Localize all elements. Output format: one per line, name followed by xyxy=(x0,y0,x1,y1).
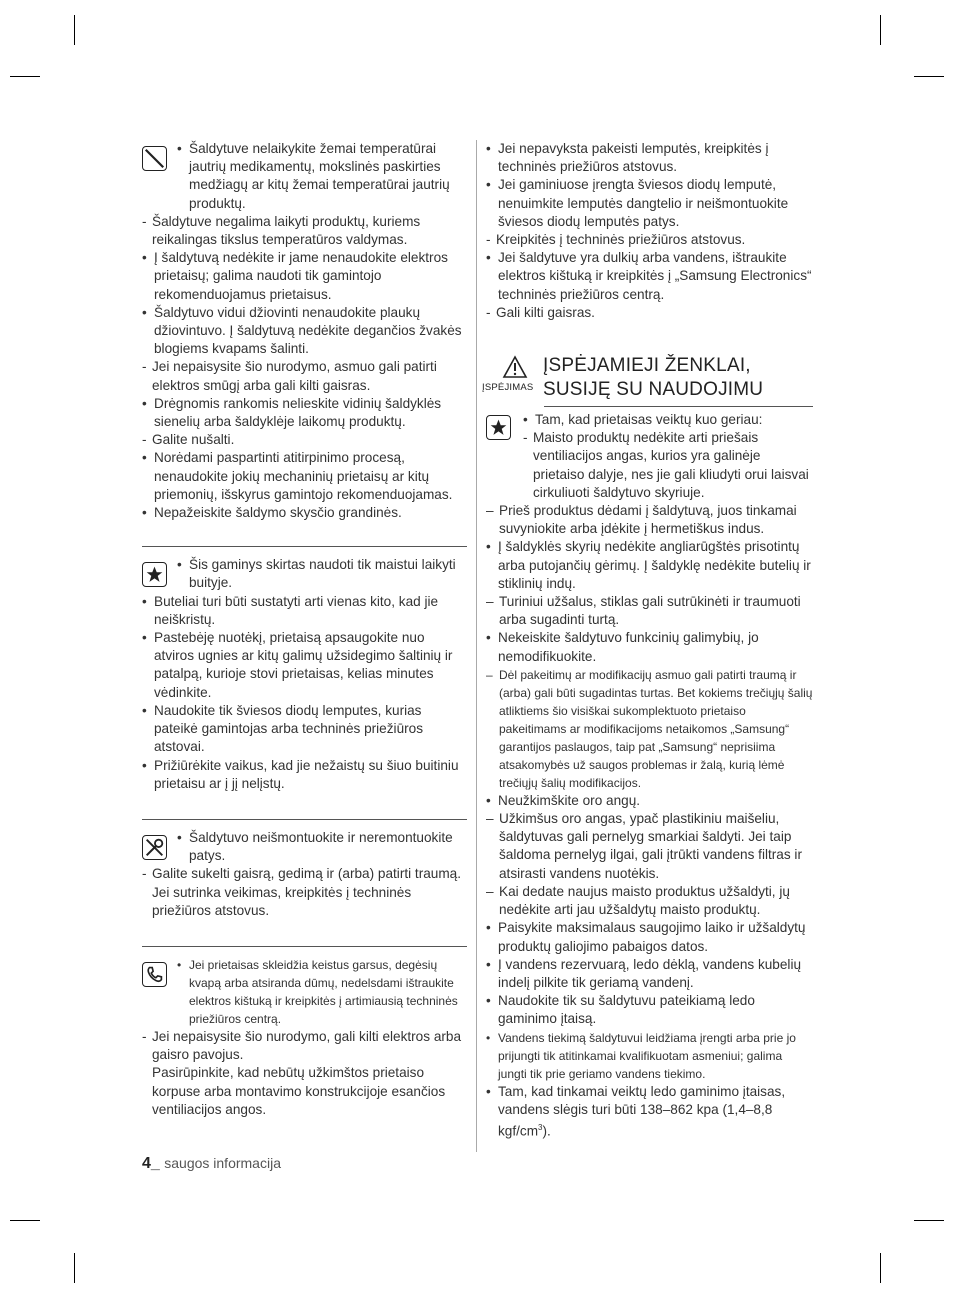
star-icon xyxy=(142,562,167,587)
column-divider xyxy=(476,140,477,1152)
section-title-line2: SUSIJĘ SU NAUDOJIMU xyxy=(543,379,764,401)
warning-triangle-icon xyxy=(502,355,528,379)
list-item: – Užkimšus oro angas, ypač plastikiniu maišeliu, šaldytuvas gali pernelyg smarkiai šaldyti. Jei taip šaldoma pernelyg ilgai, gali įtrūkti vandens filtras ir atsirasti vandens nuotėkis. xyxy=(486,810,813,883)
left-column xyxy=(142,140,467,1119)
crop-mark xyxy=(914,1220,944,1221)
crop-mark xyxy=(74,1253,75,1283)
phone-icon xyxy=(142,962,167,987)
superscript: 3 xyxy=(538,1122,543,1132)
list-item: • Jei prietaisas skleidžia keistus garsus, degėsių kvapą arba atsiranda dūmų, nedelsdami ištraukite elektros kištuką ir kreipkitės į artimiausią techninės priežiūros centrą. xyxy=(177,956,467,1028)
star-icon xyxy=(486,415,511,440)
list-item: • Į šaldyklės skyrių nedėkite angliarūgštės prisotintų arba putojančių gėrimų. Į šaldyklę nedėkite butelių ir stiklinių indų. xyxy=(486,538,813,593)
list-item: • Šaldytuvo neišmontuokite ir neremontuokite patys. xyxy=(177,829,467,865)
list-item: • Norėdami paspartinti atitirpinimo procesą, nenaudokite jokių mechaninių prietaisų ar kitų priemonių, išskyrus gamintojo rekomenduojamas. xyxy=(142,449,467,504)
list-item: • Vandens tiekimą šaldytuvui leidžiama įrengti arba prie jo prijungti tik atitinkamai kvalifikuotam asmeniui; galima jungti tik prie geriamo vandens tiekimo. xyxy=(486,1029,813,1083)
list-item: - Kreipkitės į techninės priežiūros atstovus. xyxy=(486,231,813,249)
list-item: • Nekeiskite šaldytuvo funkcinių galimybių, jo nemodifikuokite. xyxy=(486,629,813,665)
list-item: – Turiniui užšalus, stiklas gali sutrūkinėti ir traumuoti arba sugadinti turtą. xyxy=(486,593,813,629)
list-item: – Prieš produktus dėdami į šaldytuvą, juos tinkamai suvyniokite arba įdėkite į hermetiškus indus. xyxy=(486,502,813,538)
page-number: 4 xyxy=(142,1155,151,1172)
list-item: • Šis gaminys skirtas naudoti tik maistui laikyti buityje. xyxy=(177,556,467,592)
crop-mark xyxy=(880,15,881,45)
warning-block-prohibit xyxy=(142,140,467,522)
list-item: – Kai dedate naujus maisto produktus užšaldyti, jų nedėkite arti jau užšaldytų maisto produktų. xyxy=(486,883,813,919)
section-title-line1: ĮSPĖJAMIEJI ŽENKLAI, xyxy=(543,355,751,377)
warning-label: ĮSPĖJIMAS xyxy=(482,382,534,394)
no-disassembly-icon xyxy=(142,835,167,860)
list-item: • Naudokite tik su šaldytuvu pateikiamą ledo gaminimo įtaisą. xyxy=(486,992,813,1028)
section-title-underline xyxy=(544,406,813,407)
list-item: • Buteliai turi būti sustatyti arti vienas kito, kad jie neiškristų. xyxy=(142,593,467,629)
list-item: - Maisto produktų nedėkite arti priešais ventiliacijos angas, kurios yra galinėje prietaiso dalyje, nes jie gali kliudyti orui laisvai cirkuliuoti šaldytuvo skyriuje. xyxy=(523,429,813,502)
list-item: - Galite sukelti gaisrą, gedimą ir (arba) patirti traumą. Jei sutrinka veikimas, kreipkitės į techninės priežiūros atstovus. xyxy=(142,865,467,920)
list-item: - Jei nepaisysite šio nurodymo, gali kilti elektros arba gaisro pavojus. xyxy=(142,1028,467,1064)
list-item: • Jei šaldytuve yra dulkių arba vandens, ištraukite elektros kištuką ir kreipkitės į „Samsung Electronics“ techninės priežiūros centrą. xyxy=(486,249,813,304)
list-item: • Į vandens rezervuarą, ledo dėklą, vandens kubelių indelį pilkite tik geriamą vandenį. xyxy=(486,956,813,992)
prohibit-icon xyxy=(142,146,167,171)
crop-mark xyxy=(74,15,75,45)
list-item: – Dėl pakeitimų ar modifikacijų asmuo gali patirti traumą ir (arba) gali būti sugadintas turtas. Bet kokiems trečiųjų šalių atliktiems šio visiškai sukomplektuoto prietaiso pakeitimams ar modifikacijoms netaikomos „Samsung“ garantijos paslaugos, taip pat „Samsung“ neprisiima atsakomybės už saugos problemas ir žalą, kurią lėmė trečiųjų šalių modifikacijos. xyxy=(486,666,813,792)
note-block-star xyxy=(142,556,467,793)
footer-section: saugos informacija xyxy=(164,1155,281,1171)
list-item: • Tam, kad prietaisas veiktų kuo geriau: xyxy=(523,411,813,429)
list-item-text-end: ). xyxy=(542,1123,551,1139)
list-item-text: Tam, kad tinkamai veiktų ledo gaminimo įtaisas, vandens slėgis turi būti 138–862 kpa (1,4–8,8 kgf/cm xyxy=(498,1083,786,1139)
crop-mark xyxy=(10,1220,40,1221)
list-item: - Galite nušalti. xyxy=(142,431,467,449)
list-item: • Naudokite tik šviesos diodų lemputes, kurias pateikė gamintojas arba techninės priežiūros atstovai. xyxy=(142,702,467,757)
divider xyxy=(142,546,467,547)
page-footer xyxy=(142,1155,281,1173)
warning-block-service xyxy=(142,956,467,1119)
list-item: • Drėgnomis rankomis nelieskite vidinių šaldyklės sienelių arba šaldyklėje laikomų produktų. xyxy=(142,395,467,431)
section-header xyxy=(482,354,813,406)
list-item: • Šaldytuvo vidui džiovinti nenaudokite plaukų džiovintuvo. Į šaldytuvą nedėkite degančios žvakės blogiems kvapams šalinti. xyxy=(142,304,467,359)
note-block-star xyxy=(486,411,813,502)
divider xyxy=(142,946,467,947)
list-item: • Paisykite maksimalaus saugojimo laiko ir užšaldytų produktų galiojimo pabaigos datos. xyxy=(486,919,813,955)
list-item: • Jei nepavyksta pakeisti lemputės, kreipkitės į techninės priežiūros atstovus. xyxy=(486,140,813,176)
footer-separator: _ xyxy=(150,1155,165,1172)
list-item: - Gali kilti gaisras. xyxy=(486,304,813,322)
crop-mark xyxy=(880,1253,881,1283)
list-item: • Į šaldytuvą nedėkite ir jame nenaudokite elektros prietaisų; galima naudoti tik gamintojo rekomenduojamus prietaisus. xyxy=(142,249,467,304)
crop-mark xyxy=(10,76,40,77)
paragraph: Pasirūpinkite, kad nebūtų užkimštos prietaiso korpuse arba montavimo konstrukcijoje esančios ventiliacijos angos. xyxy=(152,1065,446,1117)
list-item: • Šaldytuve nelaikykite žemai temperatūrai jautrių medikamentų, mokslinės paskirties medžiagų ar kitų žemai temperatūrai jautrių produktų. xyxy=(177,140,467,213)
divider xyxy=(142,819,467,820)
list-item: • Jei gaminiuose įrengta šviesos diodų lemputė, nenuimkite lemputės dangtelio ir neišmontuokite šviesos diodų lemputės patys. xyxy=(486,176,813,231)
list-item: • Nepažeiskite šaldymo skysčio grandinės. xyxy=(142,504,467,522)
right-column xyxy=(482,140,813,1141)
crop-mark xyxy=(914,76,944,77)
list-item xyxy=(486,1083,813,1141)
warning-block-disassemble xyxy=(142,829,467,920)
list-item: • Neužkimškite oro angų. xyxy=(486,792,813,810)
list-item: - Jei nepaisysite šio nurodymo, asmuo gali patirti elektros smūgį arba gali kilti gaisras. xyxy=(142,358,467,394)
list-item: • Prižiūrėkite vaikus, kad jie nežaistų su šiuo buitiniu prietaisu ar į jį nelįstų. xyxy=(142,757,467,793)
list-item: • Pastebėję nuotėkį, prietaisą apsaugokite nuo atviros ugnies ar kitų galimų užsidegimo šaltinių ir patalpą, kurioje stovi prietaisas, kelias minutes vėdinkite. xyxy=(142,629,467,702)
list-item: - Šaldytuve negalima laikyti produktų, kuriems reikalingas tikslus temperatūros valdymas. xyxy=(142,213,467,249)
